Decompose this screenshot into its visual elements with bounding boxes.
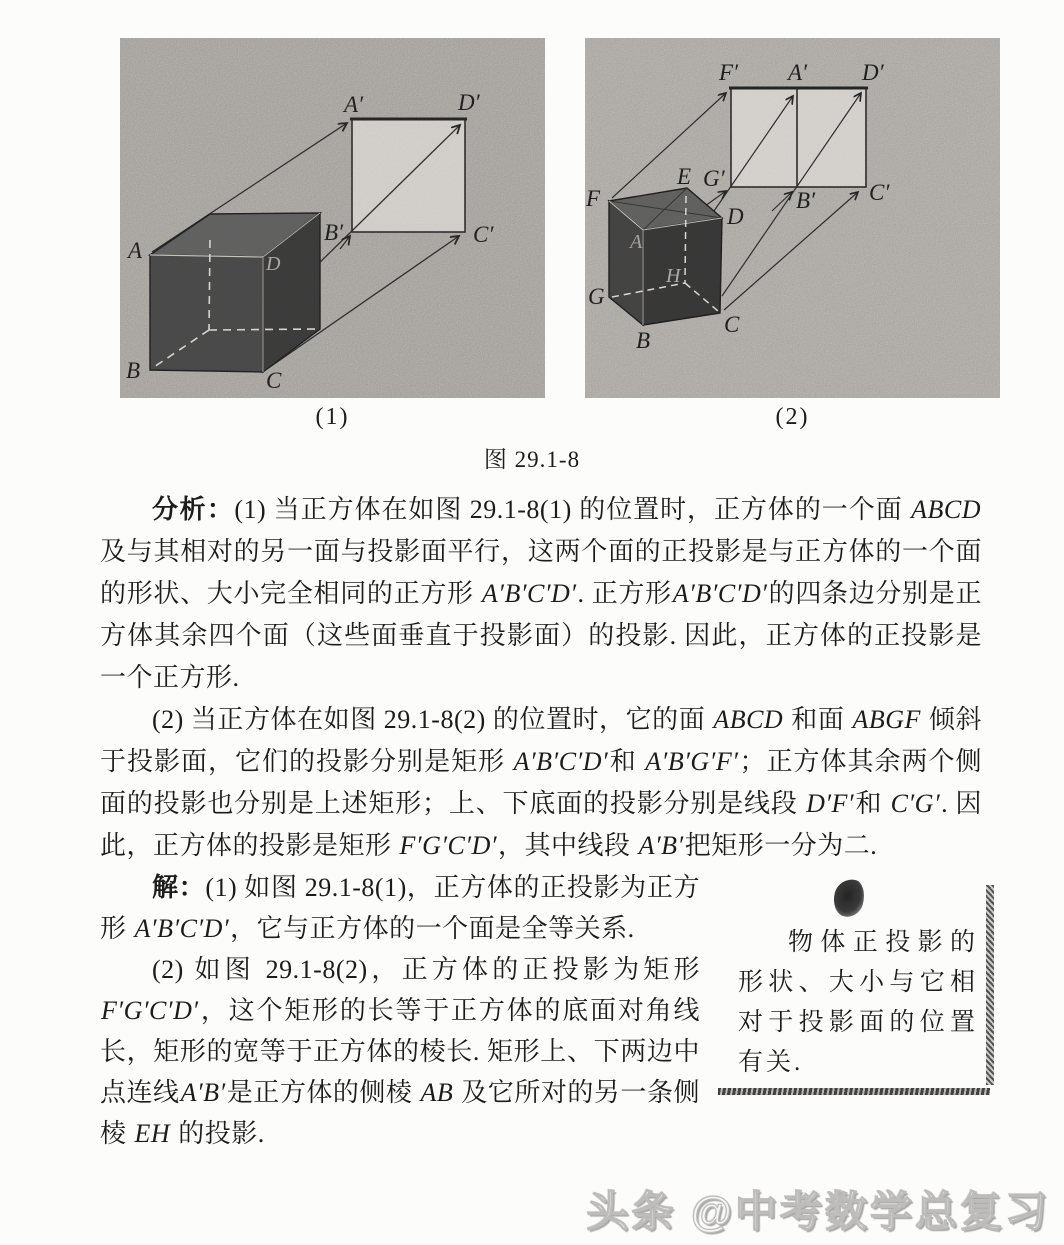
vertex-label-B-prime2: B′	[796, 188, 816, 213]
vertex-label-G-prime: G′	[703, 166, 725, 191]
solution-section	[0, 867, 1064, 1154]
vertex-label-C: C	[266, 368, 282, 393]
vertex-label-D-prime2: D′	[862, 60, 884, 85]
vertex-label-B2: B	[636, 328, 651, 353]
note-bottom-rule	[718, 1088, 990, 1095]
vertex-label-E: E	[677, 164, 692, 189]
note-vertical-rule	[986, 885, 994, 1085]
margin-note	[704, 873, 1004, 1101]
watermark: 头条 @中考数学总复习	[586, 1188, 1050, 1235]
vertex-label-C-prime2: C′	[869, 180, 890, 205]
vertex-label-A: A	[128, 238, 143, 263]
figure-1-cube-parallel-projection	[120, 38, 545, 398]
vertex-label-H: H	[666, 265, 681, 287]
margin-note-text: 物体正投影的形状、大小与它相对于投影面的位置有关.	[738, 929, 978, 1076]
solution-part-2: (2) 如图 29.1-8(2)，正方体的正投影为矩形F′G′C′D′，这个矩形的长等于正方体的底面对角线长，矩形的宽等于正方体的棱长. 矩形上、下两边中点连线A′B′是正方体的侧棱 AB 及它所对的另一条侧棱 EH 的投影.	[100, 955, 700, 1148]
vertex-label-B-prime: B′	[324, 220, 344, 245]
solution-column	[100, 867, 700, 1154]
vertex-label-G: G	[588, 284, 605, 309]
figure-caption: 图 29.1-8	[483, 447, 581, 472]
vertex-label-A-prime: A′	[344, 92, 364, 117]
vertex-label-B: B	[126, 358, 141, 383]
ink-blot	[830, 876, 868, 920]
panel-captions	[120, 398, 1064, 431]
figure-2-cube-tilted-projection	[585, 38, 1000, 398]
analysis-section	[0, 474, 1064, 867]
figure-row	[120, 38, 1064, 398]
solution-paragraph-2	[100, 949, 700, 1154]
vertex-label-A-prime2: A′	[788, 60, 808, 85]
analysis-part-2: (2) 当正方体在如图 29.1-8(2) 的位置时，它的面 ABCD 和面 ABGF 倾斜于投影面，它们的投影分别是矩形 A′B′C′D′和 A′B′G′F′；正方体其余两个侧面的投影也分别是上述矩形；上、下底面的投影分别是线段 D′F′和 C′G′. 因此，正方体的投影是矩形 F′G′C′D′，其中线段 A′B′把矩形一分为二.	[100, 705, 982, 860]
vertex-label-D2: D	[727, 204, 744, 229]
panel-1-caption: (1)	[315, 404, 350, 430]
analysis-paragraph-1	[100, 488, 982, 699]
analysis-part-1: (1) 当正方体在如图 29.1-8(1) 的位置时，正方体的一个面 ABCD 及与其相对的另一面与投影面平行，这两个面的正投影是与正方体的一个面的形状、大小完全相同的正方形 A′B′C′D′. 正方形A′B′C′D′的四条边分别是正方体其余四个面（这些面垂直于投影面）的投影. 因此，正方体的正投影是一个正方形.	[100, 495, 982, 692]
vertex-label-D: D	[266, 253, 281, 275]
analysis-label: 分析：	[152, 494, 235, 524]
analysis-paragraph-2	[100, 699, 982, 867]
solution-paragraph-1	[100, 867, 700, 949]
solution-label: 解：	[152, 873, 206, 902]
vertex-label-C-prime: C′	[473, 222, 494, 247]
vertex-label-D-prime: D′	[458, 90, 480, 115]
panel-2-caption: (2)	[775, 404, 810, 430]
vertex-label-A2: A	[630, 231, 643, 253]
vertex-label-F-prime: F′	[719, 60, 739, 85]
vertex-label-F: F	[586, 186, 601, 211]
solution-part-1: (1) 如图 29.1-8(1)，正方体的正投影为正方形 A′B′C′D′，它与正方体的一个面是全等关系.	[100, 873, 700, 943]
vertex-label-C2: C	[724, 312, 740, 337]
